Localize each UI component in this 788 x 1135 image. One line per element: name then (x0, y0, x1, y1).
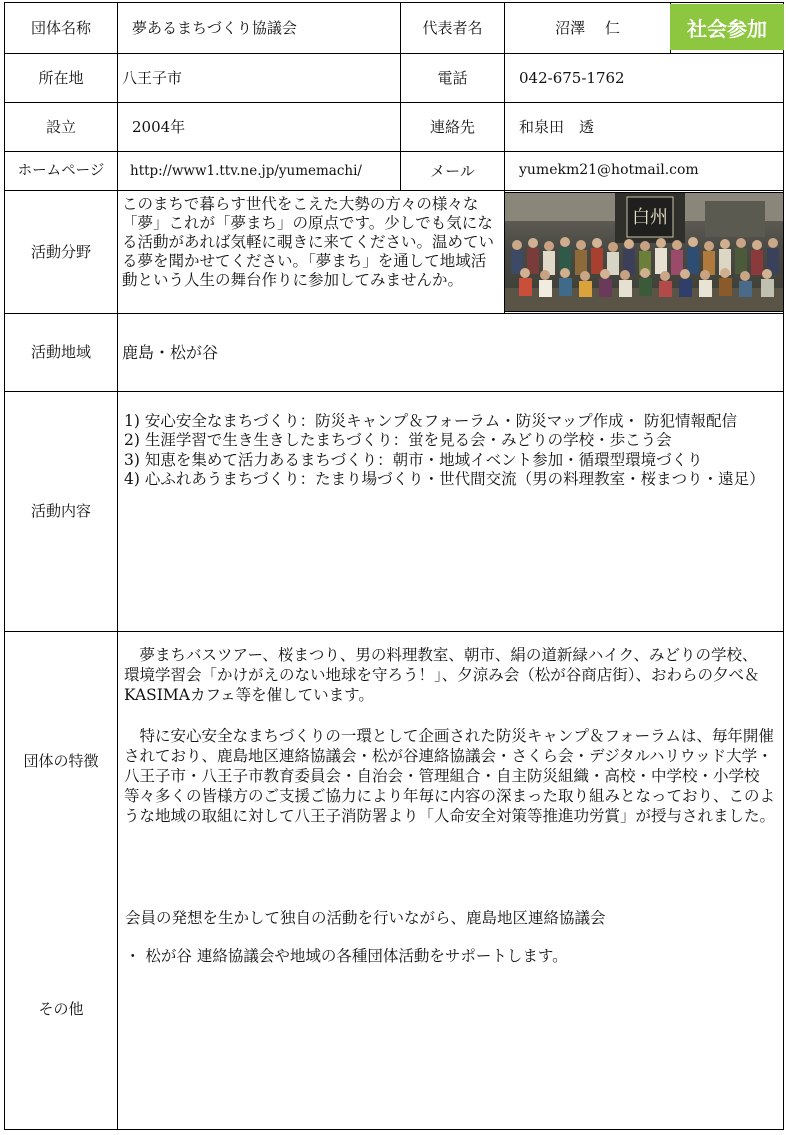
features-text (118, 632, 783, 827)
founded-label: 設立 (4, 102, 118, 152)
content-item: 1) 安心安全なまちづくり：防災キャンプ＆フォーラム・防災マップ作成・ 防犯情報配信 (124, 412, 738, 430)
content-list (118, 392, 783, 490)
other-area (117, 890, 784, 1130)
phone-label: 電話 (400, 53, 505, 103)
founded-value: 2004年 (117, 102, 401, 152)
org-name-value: 夢あるまちづくり協議会 (117, 2, 401, 54)
photo-sign-text: 白州 (632, 207, 668, 228)
group-photo (504, 192, 784, 312)
content-cell (117, 391, 784, 632)
org-name-label: 団体名称 (4, 2, 118, 54)
contact-label: 連絡先 (400, 102, 505, 152)
area-label: 活動地域 (4, 313, 118, 392)
location-value: 八王子市 (117, 53, 401, 103)
profile-sheet (4, 2, 784, 1130)
mail-label: メール (400, 151, 505, 191)
field-text-cell (117, 190, 505, 314)
rep-value: 沼澤 仁 (504, 2, 671, 54)
content-label: 活動内容 (4, 391, 118, 632)
other-label: その他 (4, 890, 118, 1130)
content-item: 2) 生涯学習で生き生きしたまちづくり：蛍を見る会・みどりの学校・歩こう会 (124, 431, 672, 450)
field-text: このまちで暮らす世代をこえた大勢の方々の様々な「夢」これが「夢まち」の原点です。少しでも気になる活動があれば気軽に覗きに来てください。温めている夢を聞かせてください。「夢まち」を通して地域活動という人生の舞台作りに参加してみませんか。 (122, 195, 495, 289)
features-paragraph: 特に安心安全なまちづくりの一環として企画された防災キャンプ＆フォーラムは、毎年開催されており、鹿島地区連絡協議会・松が谷連絡協議会・さくら会・デジタルハリウッド大学・八王子市・八王子市教育委員会・自治会・管理組合・自主防災組織・高校・中学校・小学校等々多くの皆様方のご支援ご協力により年毎に内容の深まった取り組みとなっており、このような地域の取組に対して八王子消防署より「人命安全対策等推進功労賞」が授与されました。 (124, 727, 776, 825)
homepage-link[interactable]: http://www1.ttv.ne.jp/yumemachi/ (117, 151, 401, 191)
location-label: 所在地 (4, 53, 118, 103)
phone-value: 042-675-1762 (504, 53, 784, 103)
features-label: 団体の特徴 (4, 631, 118, 891)
content-item: 3) 知恵を集めて活力あるまちづくり：朝市・地域イベント参加・循環型環境づくり (124, 450, 703, 469)
group-photo-image (505, 193, 784, 312)
content-item: 4) 心ふれあうまちづくり：たまり場づくり・世代間交流（男の料理教室・桜まつり・遠足） (124, 470, 765, 489)
rep-label: 代表者名 (400, 2, 505, 54)
other-paragraph: 会員の発想を生かして独自の活動を行いながら、鹿島地区連絡協議会 (125, 909, 606, 927)
other-paragraph: ・ 松が谷 連絡協議会や地域の各種団体活動をサポートします。 (125, 947, 568, 966)
mail-link[interactable]: yumekm21@hotmail.com (504, 151, 784, 191)
category-badge: 社会参加 (670, 4, 784, 50)
other-text (117, 890, 784, 966)
features-paragraph: 夢まちバスツアー、桜まつり、男の料理教室、朝市、絹の道新緑ハイク、みどりの学校、 環境学習会「かけがえのない地球を守ろう！」、夕涼み会（松が谷商店街）、おわらの夕べ＆KASIMAカフェ等を催しています。 (124, 646, 760, 704)
area-value: 鹿島・松が谷 (117, 313, 784, 392)
contact-value: 和泉田 透 (504, 102, 784, 152)
field-label: 活動分野 (4, 190, 118, 314)
homepage-label: ホームページ (4, 151, 118, 191)
